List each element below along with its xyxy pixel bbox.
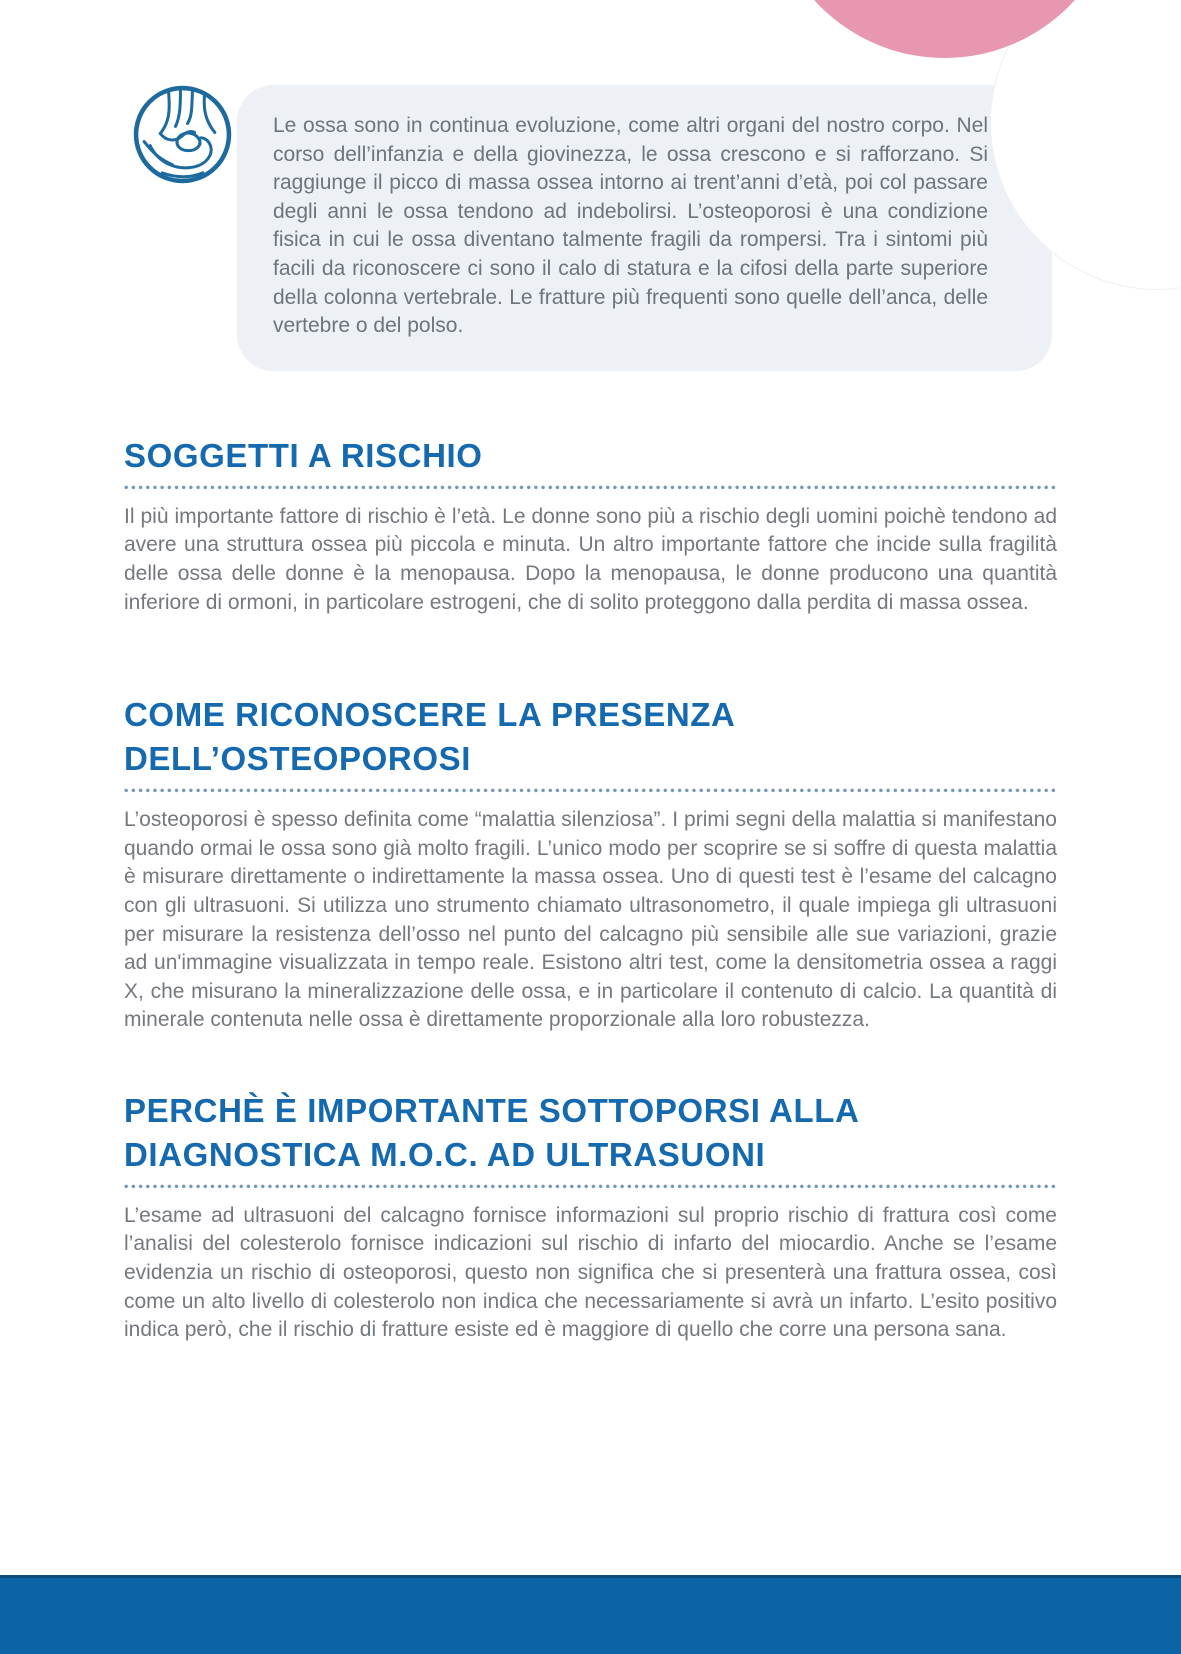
section-body: L’osteoporosi è spesso definita come “malattia silenziosa”. I primi segni della malattia si manifestano quando ormai le ossa sono già molto fragili. L’unico modo per scoprire se si soffre di questa malattia è misurare direttamente o indirettamente la massa ossea. Uno di questi test è l’esame del calcagno con gli ultrasuoni. Si utilizza uno strumento chiamato ultrasonometro, il quale impiega gli ultrasuoni per misurare la resistenza dell’osso nel punto del calcagno più sensibile alle sue variazioni, grazie ad un'immagine visualizzata in tempo reale. Esistono altri test, come la densitometria ossea a raggi X, che misurano la mineralizzazione delle ossa, e in particolare il contenuto di calcio. La quantità di minerale contenuta nelle ossa è direttamente proporzionale alla loro robustezza. xyxy=(124,808,1057,1032)
footer-bar xyxy=(0,1575,1181,1654)
dotted-rule xyxy=(124,1184,1057,1189)
section-title: SOGGETTI A RISCHIO xyxy=(124,436,483,474)
section-title: COME RICONOSCERE LA PRESENZA DELL’OSTEOPOROSI xyxy=(124,696,736,778)
page-content xyxy=(0,434,1181,1345)
dotted-rule xyxy=(124,485,1057,490)
section-soggetti-a-rischio xyxy=(124,434,1057,617)
ankle-joint-icon xyxy=(132,84,233,185)
section-come-riconoscere xyxy=(124,693,1057,1035)
section-body: L’esame ad ultrasuoni del calcagno fornisce informazioni sul proprio rischio di frattura così come l’analisi del colesterolo fornisce indicazioni sul rischio di infarto del miocardio. Anche se l’esame evidenzia un rischio di osteoporosi, questo non significa che si presenterà una frattura ossea, così come un alto livello di colesterolo non indica che necessariamente si avrà un infarto. L’esito positivo indica però, che il rischio di fratture esiste ed è maggiore di quello che corre una persona sana. xyxy=(124,1203,1057,1342)
section-title: PERCHÈ È IMPORTANTE SOTTOPORSI ALLA DIAGNOSTICA M.O.C. AD ULTRASUONI xyxy=(124,1091,860,1173)
dotted-rule xyxy=(124,788,1057,793)
intro-text: Le ossa sono in continua evoluzione, come altri organi del nostro corpo. Nel corso dell’infanzia e della giovinezza, le ossa crescono e si rafforzano. Si raggiunge il picco di massa ossea intorno ai trent’anni d’età, poi col passare degli anni le ossa tendono ad indebolirsi. L’osteoporosi è una condizione fisica in cui le ossa diventano talmente fragili da rompersi. Tra i sintomi più facili da riconoscere ci sono il calo di statura e la cifosi della parte superiore della colonna vertebrale. Le fratture più frequenti sono quelle dell’anca, delle vertebre o del polso. xyxy=(273,114,988,338)
section-perche-importante xyxy=(124,1089,1057,1345)
intro-box xyxy=(237,85,1052,371)
section-body: Il più importante fattore di rischio è l’età. Le donne sono più a rischio degli uomini poichè tendono ad avere una struttura ossea più piccola e minuta. Un altro importante fattore che incide sulla fragilità delle ossa delle donne è la menopausa. Dopo la menopausa, le donne producono una quantità inferiore di ormoni, in particolare estrogeni, che di solito proteggono dalla perdita di massa ossea. xyxy=(124,504,1057,614)
